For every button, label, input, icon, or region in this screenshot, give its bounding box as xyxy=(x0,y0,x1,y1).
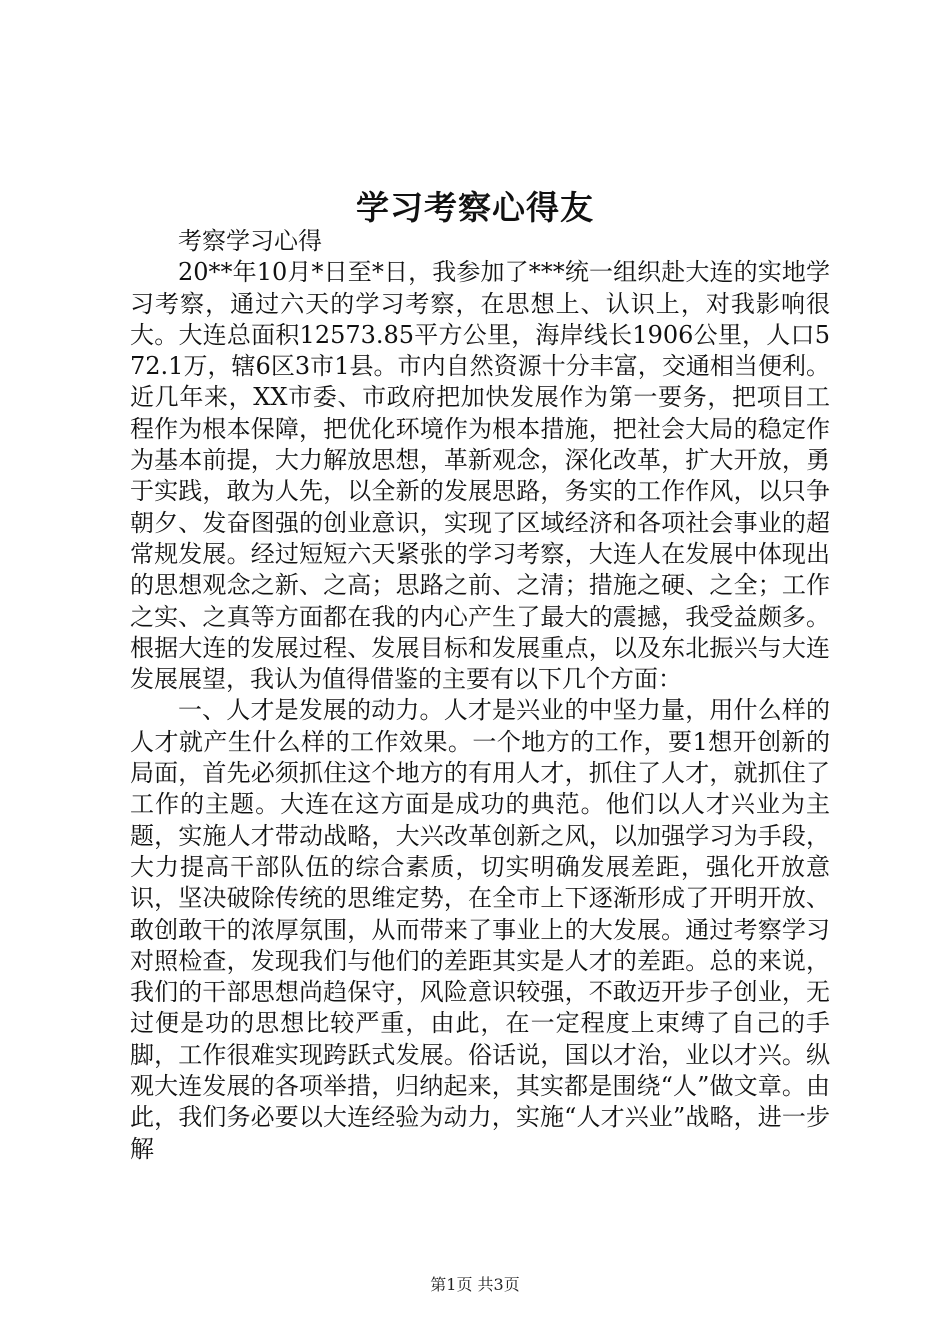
subtitle-paragraph: 考察学习心得 xyxy=(178,227,322,255)
document-title: 学习考察心得友 xyxy=(356,188,594,227)
document-body xyxy=(130,226,830,1165)
intro-paragraph: 20**年10月*日至*日，我参加了***统一组织赴大连的实地学习考察，通过六天的学习考察，在思想上、认识上，对我影响很大。大连总面积12573.85平方公里，海岸线长1906公里，人口572.1万，辖6区3市1县。市内自然资源十分丰富，交通相当便利。近几年来，XX市委、市政府把加快发展作为第一要务，把项目工程作为根本保障，把优化环境作为根本措施，把社会大局的稳定作为基本前提，大力解放思想，革新观念，深化改革，扩大开放，勇于实践，敢为人先，以全新的发展思路，务实的工作作风，以只争朝夕、发奋图强的创业意识，实现了区域经济和各项社会事业的超常规发展。经过短短六天紧张的学习考察，大连人在发展中体现出的思想观念之新、之高；思路之前、之清；措施之硬、之全；工作之实、之真等方面都在我的内心产生了最大的震撼，我受益颇多。根据大连的发展过程、发展目标和发展重点，以及东北振兴与大连发展展望，我认为值得借鉴的主要有以下几个方面： xyxy=(130,258,830,694)
page-number-footer: 第1页 共3页 xyxy=(430,1275,520,1294)
talent-paragraph: 一、人才是发展的动力。人才是兴业的中坚力量，用什么样的人才就产生什么样的工作效果。一个地方的工作，要1想开创新的局面，首先必须抓住这个地方的有用人才，抓住了人才，就抓住了工作的主题。大连在这方面是成功的典范。他们以人才兴业为主题，实施人才带动战略，大兴改革创新之风，以加强学习为手段，大力提高干部队伍的综合素质，切实明确发展差距，强化开放意识，坚决破除传统的思维定势，在全市上下逐渐形成了开明开放、敢创敢干的浓厚氛围，从而带来了事业上的大发展。通过考察学习对照检查，发现我们与他们的差距其实是人才的差距。总的来说，我们的干部思想尚趋保守，风险意识较强，不敢迈开步子创业，无过便是功的思想比较严重，由此，在一定程度上束缚了自己的手脚，工作很难实现跨跃式发展。俗话说，国以才治，业以才兴。纵观大连发展的各项举措，归纳起来，其实都是围绕“人”做文章。由此，我们务必要以大连经验为动力，实施“人才兴业”战略，进一步解 xyxy=(130,696,830,1163)
